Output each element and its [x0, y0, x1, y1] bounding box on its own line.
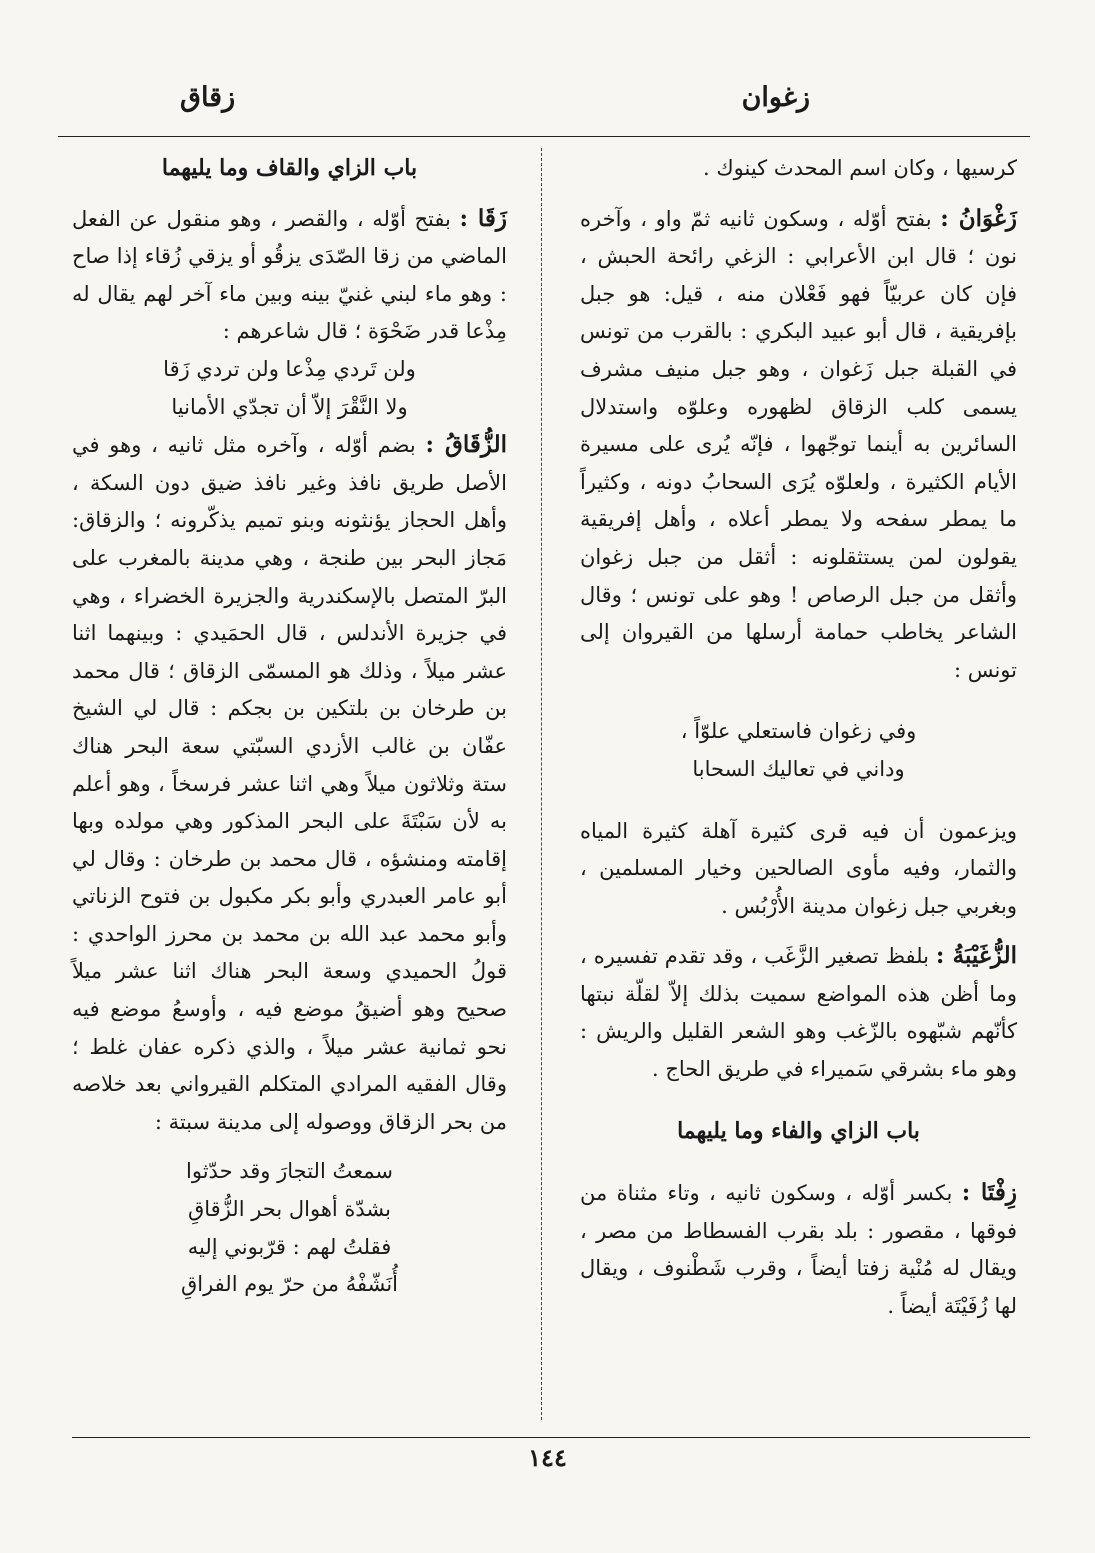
entry-zaqa-text: بفتح أوّله ، والقصر ، وهو منقول عن الفعل الماضي من زقا الصّدَى يزقُو أو يزقي زُقاء إذا صاح : وهو ماء لبني غنيّ بينه وبين ماء آخر لهم يقال له مِذْعا قدر ضَحْوَة ؛ قال شاعرهم :	[72, 206, 507, 344]
entry-zughayba	[580, 937, 1017, 1088]
headword-zughayba: الزُّغَيْبَةُ :	[935, 942, 1017, 970]
verse-line-1: ولن تَردي مِذْعا ولن تردي زَقا	[163, 356, 416, 381]
headword-zaghwan: زَغْوَانُ :	[940, 204, 1017, 232]
section-title-za-fa: باب الزاي والفاء وما يليهما	[677, 1117, 920, 1144]
header-rule	[58, 136, 1030, 137]
verse-line-2: وداني في تعاليك السحابا	[692, 756, 905, 781]
verse-line-4: بشدّة أهوال بحر الزُّقاقِ	[187, 1197, 392, 1222]
headword-zaqa: زَقَا :	[459, 204, 507, 232]
right-column	[580, 150, 1017, 1326]
page-number: ١٤٤	[528, 1443, 567, 1472]
verse-line-3: سمعتُ التجارَ وقد حدّثوا	[186, 1159, 393, 1184]
verse-line-6: أُنَشّفْهُ من حرّ يوم الفراقِ	[180, 1272, 399, 1297]
paragraph-kursiyha: كرسيها ، وكان اسم المحدث كينوك .	[702, 156, 1017, 180]
entry-zuqaq-text: بضم أوّله ، وآخره مثل ثانيه ، وهو في الأصل طريق نافذ وغير نافذ ضيق دون السكة ، وأهل الحجاز يؤنثونه وبنو تميم يذكّرونه ؛ والزقاق: مَجاز البحر بين طنجة ، وهي مدينة بالمغرب على البرّ المتصل بالإسكندرية والجزيرة الخضراء ، وهي في جزيرة الأندلس ، قال الحمَيدي : وبينهما اثنا عشر ميلاً ، وذلك هو المسمّى الزقاق ؛ قال محمد بن طرخان بن بلتكين بن بجكم : قال لي الشيخ عفّان بن غالب الأزدي السبّتي سعة البحر هناك ستة وثلاثون ميلاً وهي اثنا عشر فرسخاً ، وهو أعلم به لأن سَبْتَةَ على البحر المذكور وهي مولده وبها إقامته ومنشؤه ، قال محمد بن طرخان : وقال لي أبو عامر العبدري وأبو بكر مكبول بن فتوح الزناتي وأبو محمد عبد الله بن محمد بن محرز الواحدي : قولُ الحميدي وسعة البحر هناك اثنا عشر ميلاً صحيح وهو أضيقُ موضع فيه ، وأوسعُ موضع فيه نحو ثمانية عشر ميلاً ، والذي ذكره عفان غلط ؛ وقال الفقيه المرادي المتكلم القيرواني بعد خلاصه من بحر الزقاق ووصوله إلى مدينة سبتة :	[72, 433, 507, 1134]
column-divider	[541, 148, 542, 1420]
section-title-za-qaf: باب الزاي والقاف وما يليهما	[161, 155, 418, 181]
left-column	[72, 150, 507, 1304]
verse-line-5: فقلتُ لهم : قرّبوني إليه	[187, 1234, 392, 1259]
page-header	[60, 82, 1035, 122]
entry-zaqa	[72, 200, 507, 351]
entry-zifta	[580, 1174, 1017, 1325]
entry-zuqaq	[72, 426, 507, 1141]
paragraph-yazumun: ويزعمون أن فيه قرى كثيرة آهلة كثيرة المياه والثمار، وفيه مأوى الصالحين وخيار المسلمين ، وبغربي جبل زغوان مدينة الأُرْبُس .	[580, 818, 1017, 918]
verse-line-1: وفي زغوان فاستعلي علوّاً ،	[680, 719, 917, 744]
footer-rule	[72, 1437, 1030, 1438]
headword-zifta: زِفْتَا :	[961, 1179, 1017, 1207]
entry-zughayba-text: بلفظ تصغير الزَّغَب ، وقد تقدم تفسيره ، وما أظن هذه المواضع سميت بذلك إلاّ لقلّة نبتها كأنّهم شبّهوه بالزّغب وهو الشعر القليل والريش : وهو ماء بشرقي سَميراء في طريق الحاج .	[580, 944, 1017, 1082]
header-right-word: زغوان	[741, 82, 810, 113]
verse-line-2: ولا النَّقْرَ إلاّ أن تجدّي الأمانيا	[171, 394, 408, 419]
entry-zifta-text: بكسر أوّله ، وسكون ثانيه ، وتاء مثناة من فوقها ، مقصور : بلد بقرب الفسطاط من مصر ، ويقال له مُنْية زفتا أيضاً ، وقرب شَطْنوف ، ويقال لها زُفَيْتَة أيضاً .	[580, 1181, 1017, 1319]
entry-zaghwan	[580, 200, 1017, 690]
entry-zaghwan-text: بفتح أوّله ، وسكون ثانيه ثمّ واو ، وآخره نون ؛ قال ابن الأعرابي : الزغي رائحة الحبش ، فإن كان عربيّاً فهو فَعْلان منه ، قيل: هو جبل بإفريقية ، قال أبو عبيد البكري : بالقرب من تونس في القبلة جبل زَغوان ، وهو جبل منيف مشرف يسمى كلب الزقاق لظهوره وعلوّه واستدلال السائرين به أينما توجّهوا ، فإنّه يُرى على مسيرة الأيام الكثيرة ، ولعلوّه يُرَى السحابُ دونه ، وكثيراً ما يمطر سفحه ولا يمطر أعلاه ، وأهل إفريقية يقولون لمن يستثقلونه : أثقل من جبل زغوان وأثقل من جبل الرصاص ! وهو على تونس ؛ وقال الشاعر يخاطب حمامة أرسلها من القيروان إلى تونس :	[580, 206, 1017, 682]
headword-zuqaq: الزُّقَاقُ :	[425, 431, 507, 459]
header-left-word: زقاق	[180, 82, 236, 113]
